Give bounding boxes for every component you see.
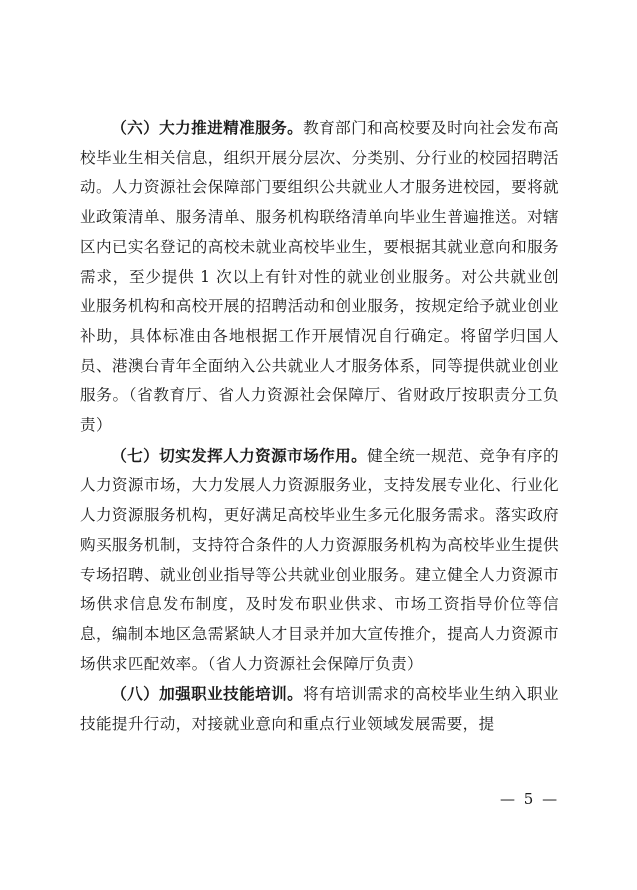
paragraph-heading: （八）加强职业技能培训。 — [111, 684, 304, 704]
paragraph-7 — [80, 441, 559, 680]
paragraph-8 — [80, 679, 559, 739]
paragraph-heading: （六）大力推进精准服务。 — [111, 118, 304, 137]
page-number: — 5 — — [500, 790, 560, 808]
paragraph-heading: （七）切实发挥人力资源市场作用。 — [111, 445, 368, 465]
paragraph-text: 教育部门和高校要及时向社会发布高校毕业生相关信息，组织开展分层次、分类别、分行业的校园招聘活动。人力资源社会保障部门要组织公共就业人才服务进校园，要将就业政策清单、服务清单、服务机构联络清单向毕业生普遍推送。对辖区内已实名登记的高校未就业高校毕业生，要根据其就业意向和服务需求，至少提供 1 次以上有针对性的就业创业服务。对公共就业创业服务机构和高校开展的招聘活动和创业服务，按规定给予就业创业补助，具体标准由各地根据工作开展情况自行确定。将留学归国人员、港澳台青年全面纳入公共就业人才服务体系，同等提供就业创业服务。（省教育厅、省人力资源社会保障厅、省财政厅按职责分工负责） — [80, 119, 559, 435]
document-body — [80, 113, 559, 740]
paragraph-text: 将有培训需求的高校毕业生纳入职业技能提升行动，对接就业意向和重点行业领域发展需要，提 — [80, 685, 559, 734]
paragraph-text: 健全统一规范、竞争有序的人力资源市场，大力发展人力资源服务业，支持发展专业化、行业化人力资源服务机构，更好满足高校毕业生多元化服务需求。落实政府购买服务机制，支持符合条件的人力资源服务机构为高校毕业生提供专场招聘、就业创业指导等公共就业创业服务。建立健全人力资源市场供求信息发布制度，及时发布职业供求、市场工资指导价位等信息，编制本地区急需紧缺人才目录并加大宣传推介，提高人力资源市场供求匹配效率。（省人力资源社会保障厅负责） — [80, 446, 559, 673]
paragraph-6 — [80, 113, 559, 441]
